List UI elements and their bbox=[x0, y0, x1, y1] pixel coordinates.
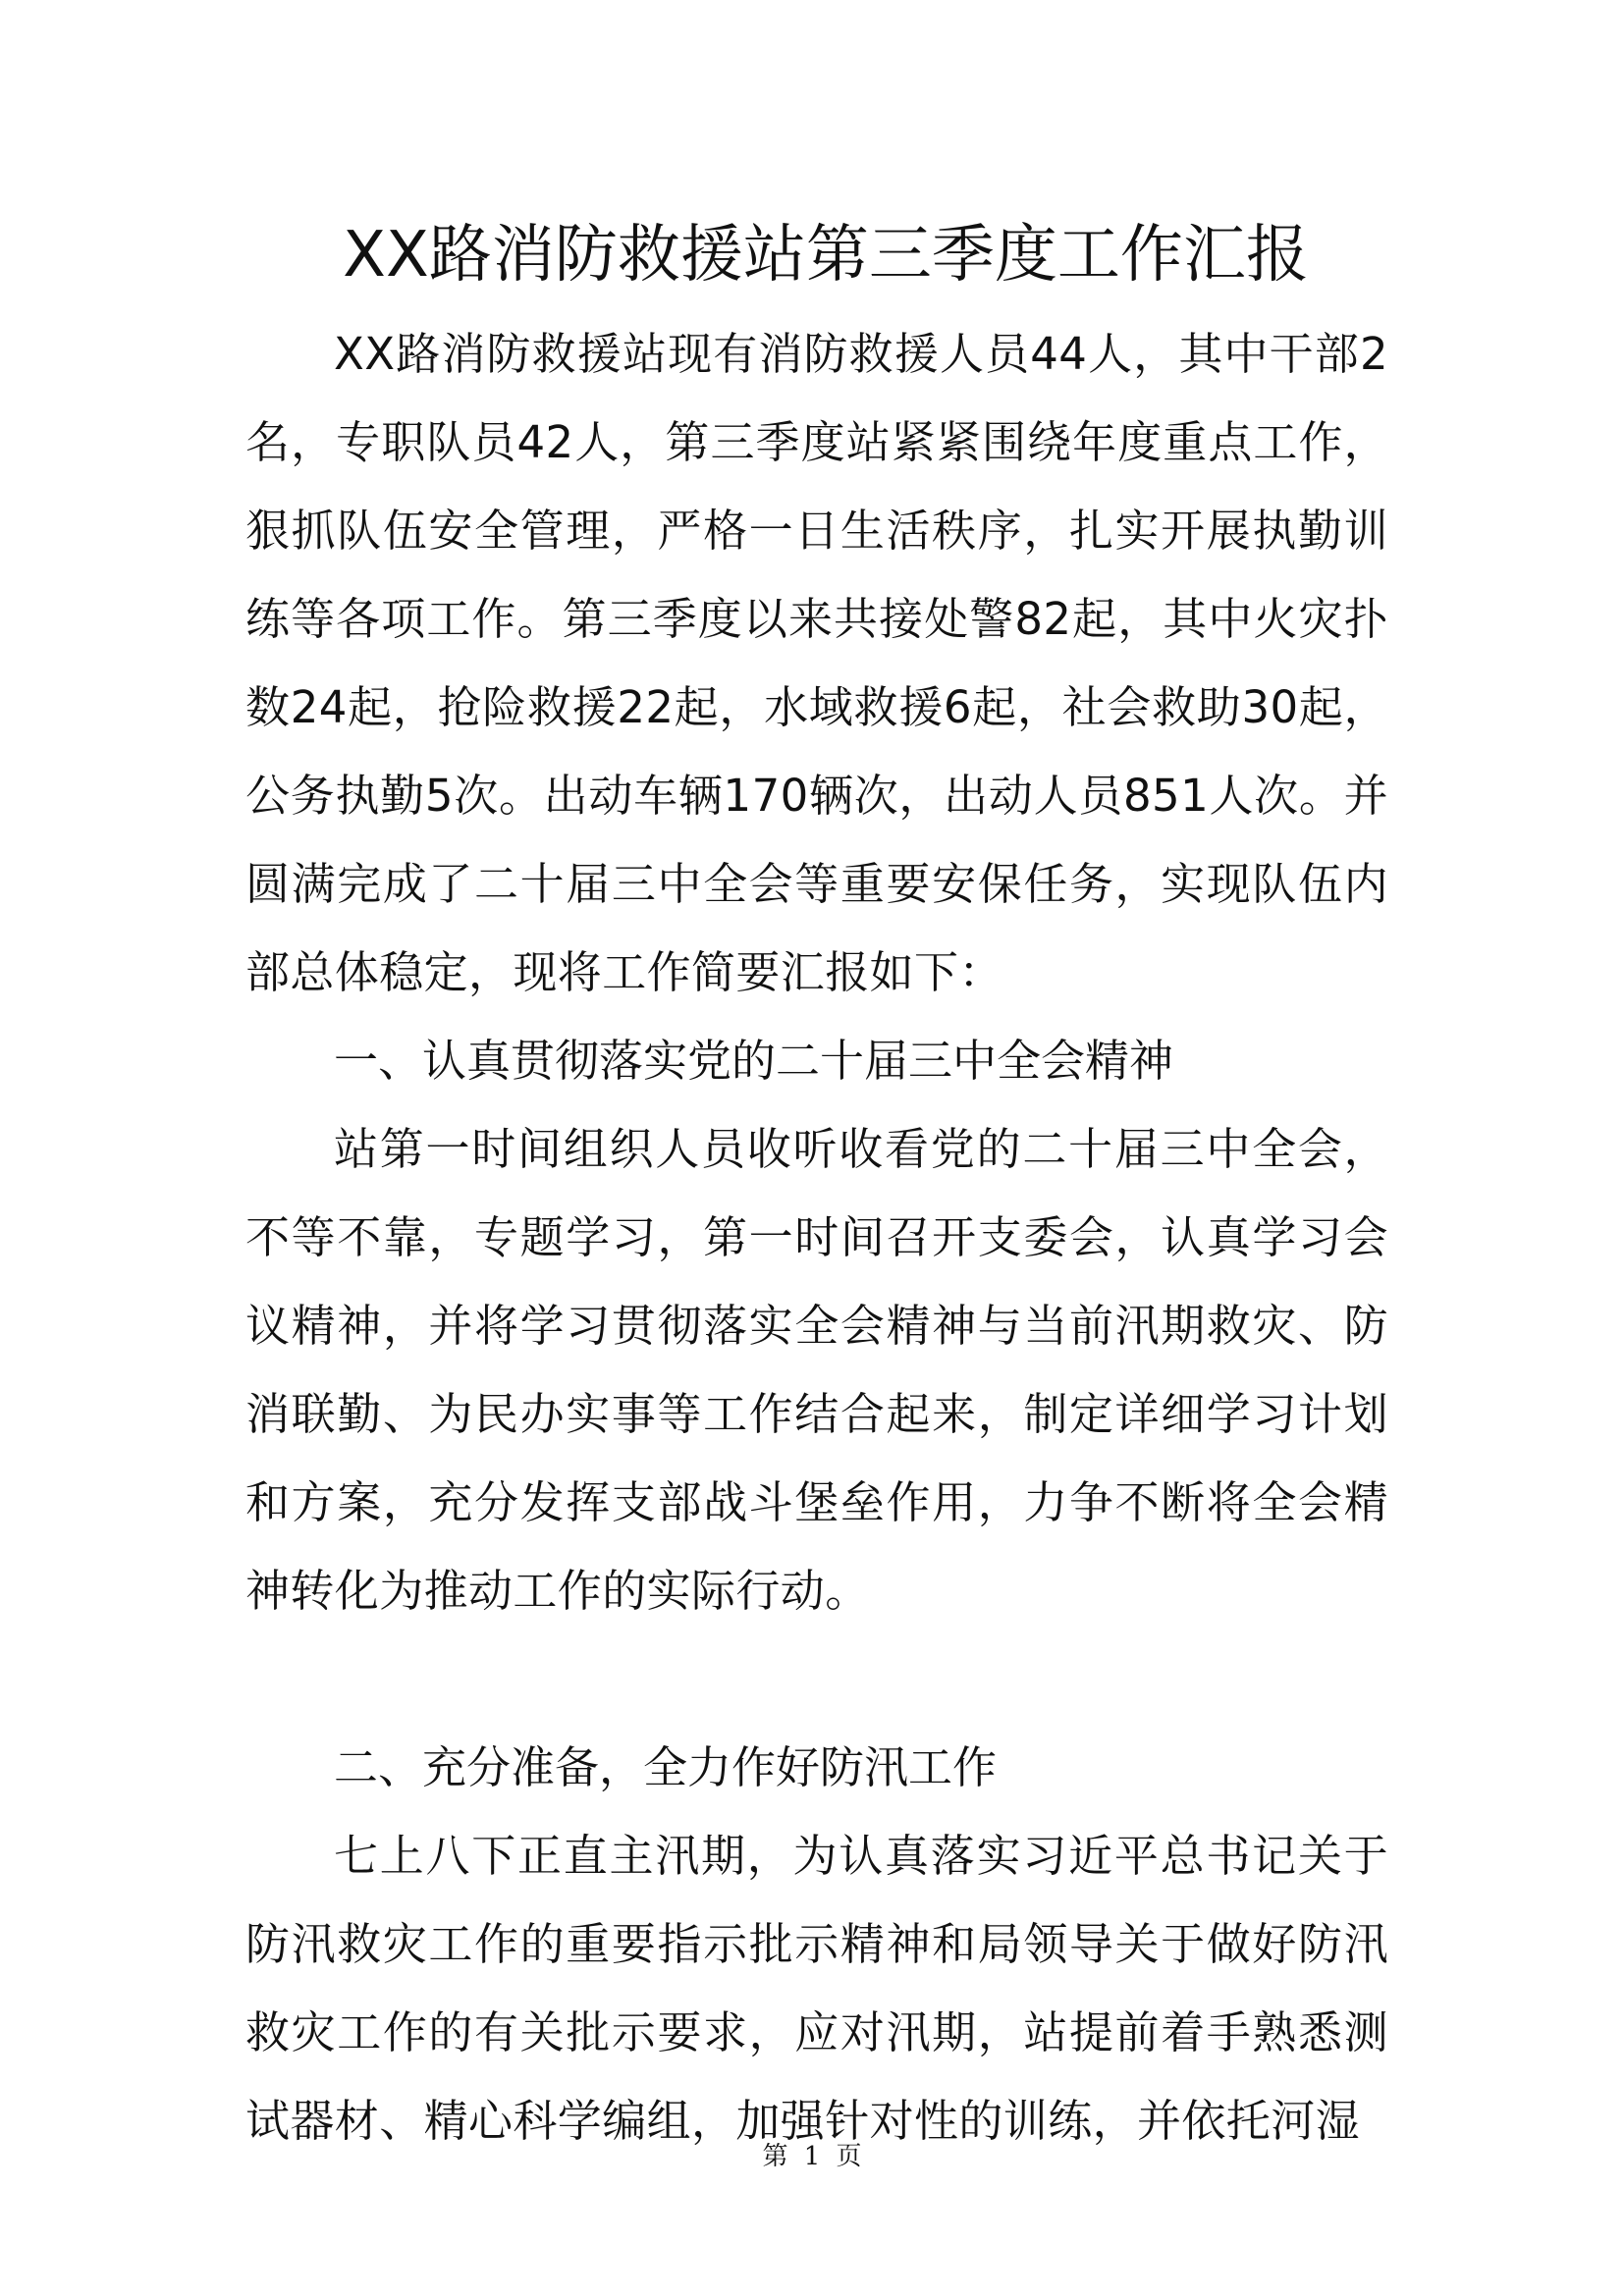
document-body bbox=[245, 310, 1388, 2165]
page-number: 第 1 页 bbox=[762, 2142, 862, 2171]
document-title: XX路消防救援站第三季度工作汇报 bbox=[343, 219, 1309, 292]
section-2-paragraph: 七上八下正直主汛期，为认真落实习近平总书记关于防汛救灾工作的重要指示批示精神和局领导关于做好防汛救灾工作的有关批示要求，应对汛期，站提前着手熟悉测试器材、精心科学编组，加强针对性的训练，并依托河湿 bbox=[245, 1830, 1388, 2147]
paragraph-spacer bbox=[245, 1635, 1388, 1724]
section-2-heading: 二、充分准备，全力作好防汛工作 bbox=[334, 1741, 998, 1793]
intro-paragraph: XX路消防救援站现有消防救援人员44人，其中干部2名，专职队员42人，第三季度站紧紧围绕年度重点工作，狠抓队伍安全管理，严格一日生活秩序，扎实开展执勤训练等各项工作。第三季度以来共接处警82起，其中火灾扑数24起，抢险救援22起，水域救援6起，社会救助30起，公务执勤5次。出动车辆170辆次，出动人员851人次。并圆满完成了二十届三中全会等重要安保任务，实现队伍内部总体稳定，现将工作简要汇报如下： bbox=[245, 328, 1388, 998]
section-1-paragraph: 站第一时间组织人员收听收看党的二十届三中全会，不等不靠，专题学习，第一时间召开支委会，认真学习会议精神，并将学习贯彻落实全会精神与当前汛期救灾、防消联勤、为民办实事等工作结合起来，制定详细学习计划和方案，充分发挥支部战斗堡垒作用，力争不断将全会精神转化为推动工作的实际行动。 bbox=[245, 1123, 1388, 1617]
section-1-heading: 一、认真贯彻落实党的二十届三中全会精神 bbox=[334, 1035, 1174, 1087]
